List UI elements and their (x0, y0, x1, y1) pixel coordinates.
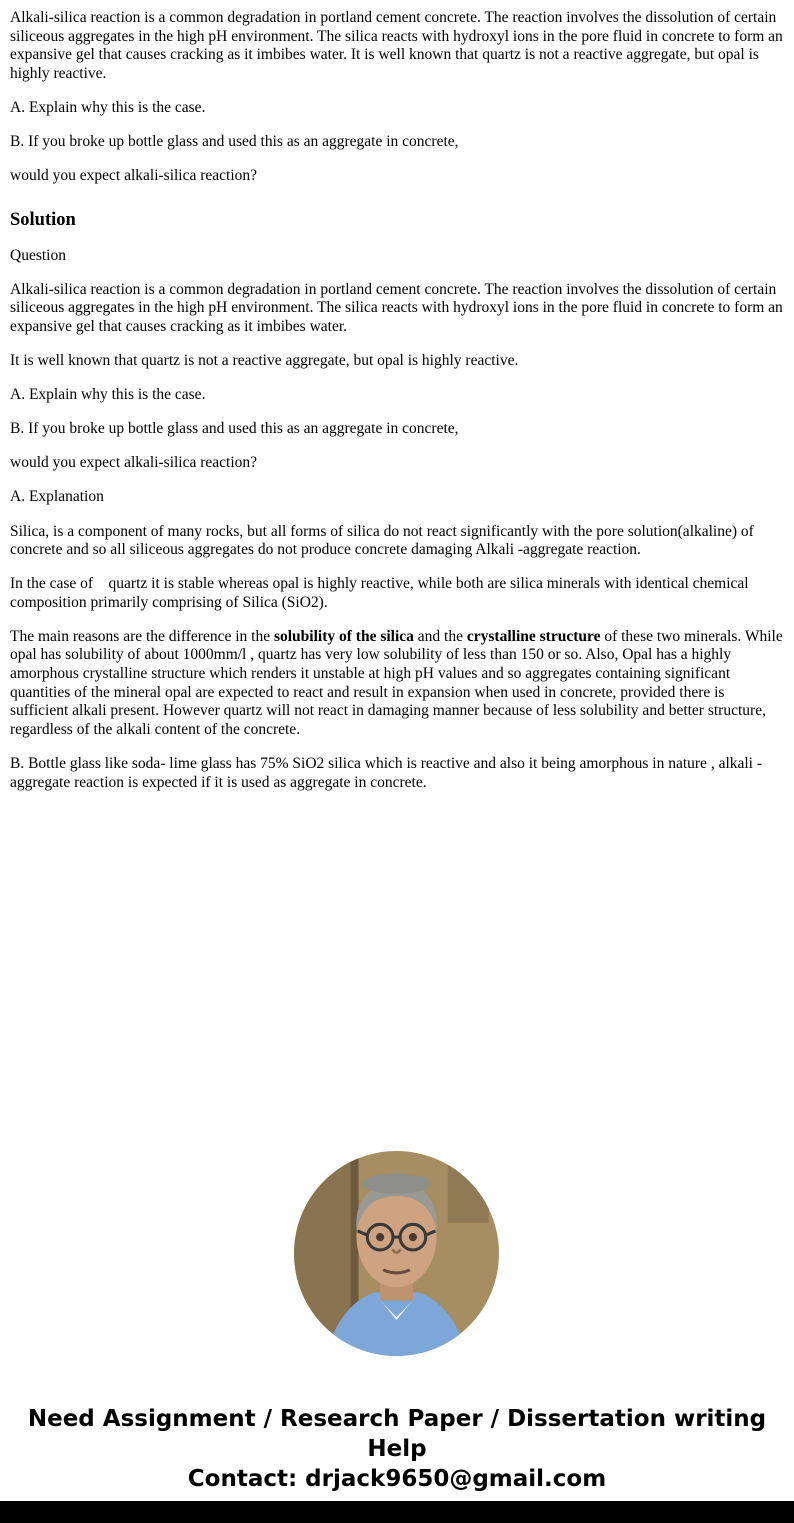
text-run-1: The main reasons are the difference in the (10, 627, 274, 645)
solution-part-a: A. Explain why this is the case. (10, 386, 206, 404)
solution-restated-paragraph: Alkali-silica reaction is a common degradation in portland cement concrete. The reaction involves the dissolution of certain siliceous aggregates in the high pH environment. The silica reacts with hydroxyl ions in the pore fluid in concrete to form an expansive gel that causes cracking as it imbibes water. (10, 280, 787, 335)
bottom-bar (0, 1501, 794, 1523)
text-run-3: of these two minerals. While opal has solubility of about 1000mm/l , quartz has very low solubility of less than 150 or so. Also, Opal has a highly amorphous crystalline structure which renders it unstable at high pH values and so aggregates containing significant quantities of the mineral opal are expected to react and result in expansion when used in concrete, provided there is sufficient alkali present. However quartz will not react in damaging manner because of less solubility and better structure, regardless of the alkali content of the concrete. (10, 627, 787, 738)
answer-b-paragraph: B. Bottle glass like soda- lime glass has 75% SiO2 silica which is reactive and also it being amorphous in nature , alkali - aggregate reaction is expected if it is used as aggregate in concrete. (10, 754, 766, 791)
solution-heading: Solution (10, 209, 76, 230)
document-content (0, 9, 794, 792)
problem-part-a: A. Explain why this is the case. (10, 98, 206, 116)
text-run-2: and the (413, 627, 467, 645)
solution-known-fact: It is well known that quartz is not a reactive aggregate, but opal is highly reactive. (10, 352, 519, 370)
explanation-paragraph-1: Silica, is a component of many rocks, but all forms of silica do not react significantly with the pore solution(alkaline) of concrete and so all siliceous aggregates do not produce concrete damaging Alkali -aggregate reaction. (10, 522, 758, 559)
footer-help-text: Need Assignment / Research Paper / Dissertation writing Help (27, 1406, 767, 1462)
bold-crystalline-phrase: crystalline structure (466, 627, 601, 645)
bold-solubility-phrase: solubility of the silica (273, 627, 414, 645)
problem-part-b: B. If you broke up bottle glass and used this as an aggregate in concrete, (10, 132, 459, 150)
question-label: Question (10, 246, 66, 264)
problem-intro-paragraph: Alkali-silica reaction is a common degradation in portland cement concrete. The reaction involves the dissolution of certain siliceous aggregates in the high pH environment. The silica reacts with hydroxyl ions in the pore fluid in concrete to form an expansive gel that causes cracking as it imbibes water. It is well known that quartz is not a reactive aggregate, but opal is highly reactive. (10, 9, 787, 82)
explanation-label: A. Explanation (10, 488, 104, 506)
person-portrait-icon (294, 1151, 499, 1356)
solution-part-b: B. If you broke up bottle glass and used this as an aggregate in concrete, (10, 420, 459, 438)
solution-part-b-question: would you expect alkali-silica reaction? (10, 454, 258, 472)
avatar (294, 1151, 499, 1356)
footer-text-block (0, 1404, 794, 1494)
problem-part-b-question: would you expect alkali-silica reaction? (10, 167, 258, 185)
explanation-paragraph-3 (10, 627, 787, 740)
footer-contact-text: Contact: drjack9650@gmail.com (187, 1466, 607, 1492)
explanation-paragraph-2: In the case of quartz it is stable whereas opal is highly reactive, while both are silica minerals with identical chemical composition primarily comprising of Silica (SiO2). (10, 575, 753, 611)
